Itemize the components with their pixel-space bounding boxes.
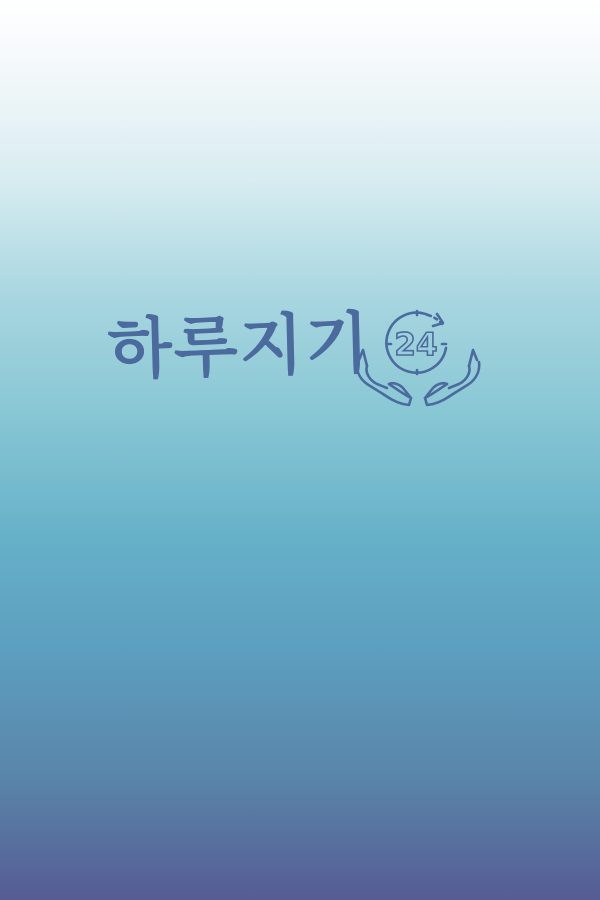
splash-logo (108, 300, 488, 425)
app-name: 하루지기 (107, 304, 372, 389)
24-hours-hands-icon (353, 300, 483, 425)
badge-number: 24 (394, 327, 438, 363)
